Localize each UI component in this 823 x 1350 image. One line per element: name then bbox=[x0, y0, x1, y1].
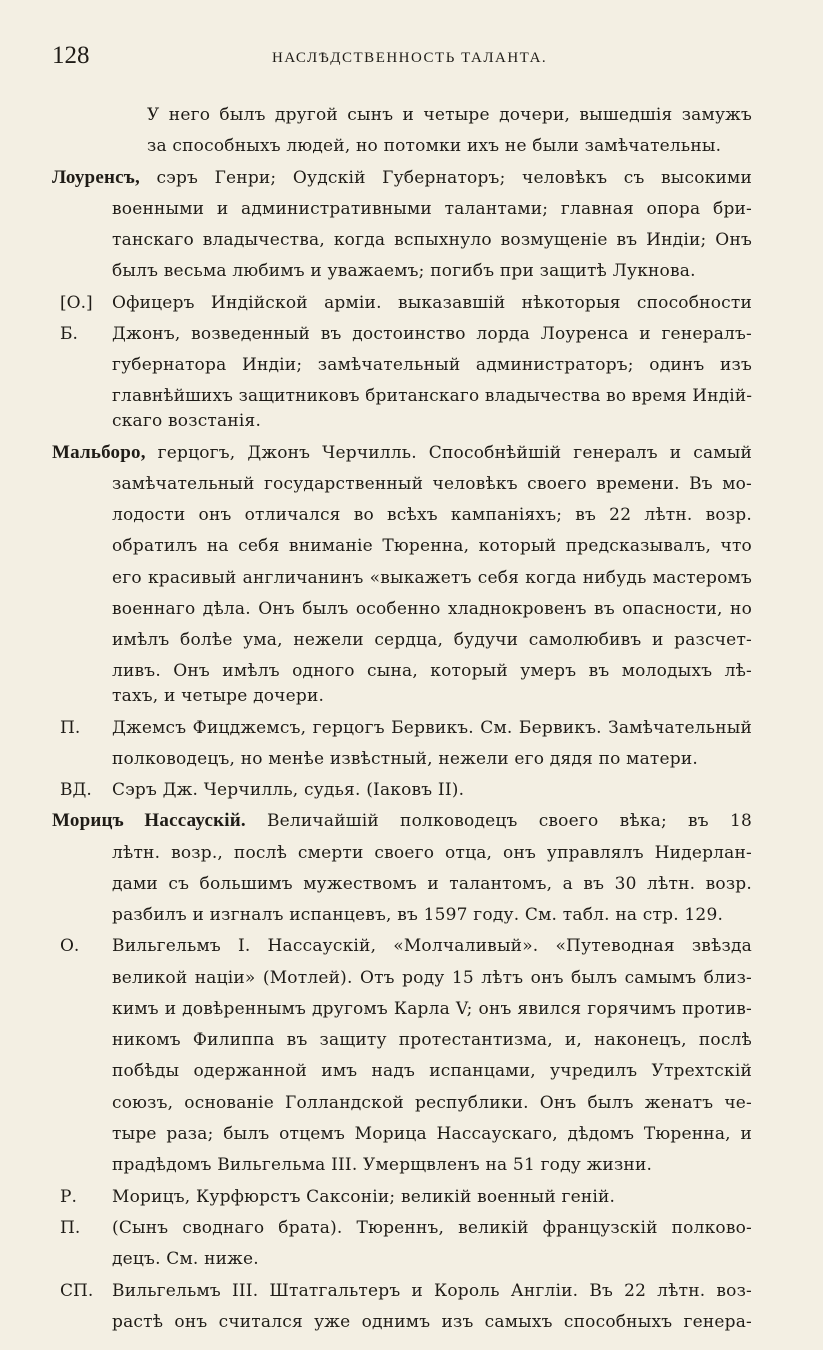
line-text: полководецъ, но менѣе извѣстный, нежели его дядя по матери. bbox=[112, 749, 698, 769]
generation-marker: [О.] bbox=[60, 293, 93, 313]
generation-marker: П. bbox=[60, 1218, 81, 1238]
text-line bbox=[112, 1247, 752, 1271]
line-text: лодости онъ отличался во всѣхъ кампаніяхъ; въ 22 лѣтн. возр. bbox=[112, 505, 752, 525]
line-text: военнаго дѣла. Онъ былъ особенно хладнокровенъ въ опасности, но bbox=[112, 599, 752, 619]
line-text: кимъ и довѣреннымъ другомъ Карла V; онъ явился горячимъ против- bbox=[112, 999, 752, 1019]
text-line bbox=[147, 134, 752, 158]
line-text: Величайшій полководецъ своего вѣка; въ 18 bbox=[245, 811, 752, 831]
line-text: (Сынъ своднаго брата). Тюреннъ, великій французскій полково- bbox=[112, 1218, 752, 1238]
generation-marker: О. bbox=[60, 936, 80, 956]
text-line bbox=[112, 1279, 752, 1303]
line-text: Офицеръ Индійской арміи. выказавшій нѣкоторыя способности bbox=[112, 293, 752, 313]
line-text: танскаго владычества, когда вспыхнуло возмущеніе въ Индіи; Онъ bbox=[112, 230, 752, 250]
text-line bbox=[147, 103, 752, 127]
text-line bbox=[112, 934, 752, 958]
text-line bbox=[112, 1028, 752, 1052]
entry-heading-line bbox=[52, 166, 752, 190]
line-text: главнѣйшихъ защитниковъ британскаго владычества во время Индій- bbox=[112, 386, 753, 406]
text-line bbox=[112, 716, 752, 740]
generation-marker: СП. bbox=[60, 1281, 94, 1301]
text-line bbox=[112, 1310, 752, 1334]
line-text: прадѣдомъ Вильгельма III. Умерщвленъ на 51 году жизни. bbox=[112, 1155, 653, 1175]
text-line bbox=[112, 503, 752, 527]
text-line bbox=[112, 1059, 752, 1083]
generation-marker: П. bbox=[60, 718, 81, 738]
line-text: герцогъ, Джонъ Черчилль. Способнѣйшій генералъ и самый bbox=[145, 443, 752, 463]
line-text: Морицъ, Курфюрстъ Саксоніи; великій военный геній. bbox=[112, 1187, 616, 1207]
text-line bbox=[112, 1185, 752, 1209]
generation-marker: ВД. bbox=[60, 780, 92, 800]
line-text: разбилъ и изгналъ испанцевъ, въ 1597 году. См. табл. на стр. 129. bbox=[112, 905, 724, 925]
line-text: ливъ. Онъ имѣлъ одного сына, который умеръ въ молодыхъ лѣ- bbox=[112, 661, 752, 681]
line-text: тахъ, и четыре дочери. bbox=[112, 686, 325, 706]
text-line bbox=[112, 534, 752, 558]
text-line bbox=[112, 566, 752, 590]
entry-heading-line bbox=[52, 809, 752, 833]
text-line bbox=[112, 903, 752, 927]
line-text: Джемсъ Фицджемсъ, герцогъ Бервикъ. См. Бервикъ. Замѣчательный bbox=[112, 718, 752, 738]
text-line bbox=[112, 353, 752, 377]
text-line bbox=[112, 1153, 752, 1177]
line-text: тыре раза; былъ отцемъ Морица Нассаускаго, дѣдомъ Тюренна, и bbox=[112, 1124, 752, 1144]
page-header bbox=[0, 42, 823, 76]
line-text: замѣчательный государственный человѣкъ своего времени. Въ мо- bbox=[112, 474, 752, 494]
text-line bbox=[112, 997, 752, 1021]
text-line bbox=[112, 409, 752, 433]
entry-name: Лоуренсъ, bbox=[52, 167, 140, 188]
line-text: никомъ Филиппа въ защиту протестантизма, и, наконецъ, послѣ bbox=[112, 1030, 752, 1050]
text-line bbox=[112, 228, 752, 252]
text-line bbox=[112, 291, 752, 315]
line-text: скаго возстанія. bbox=[112, 411, 262, 431]
entry-name: Мальборо, bbox=[52, 442, 146, 463]
page-number: 128 bbox=[52, 42, 90, 69]
line-text: союзъ, основаніе Голландской республики. Онъ былъ женатъ че- bbox=[112, 1093, 752, 1113]
line-text: за способныхъ людей, но потомки ихъ не были замѣчательны. bbox=[147, 136, 722, 156]
text-line bbox=[112, 1216, 752, 1240]
text-line bbox=[112, 384, 752, 408]
text-line bbox=[112, 966, 752, 990]
line-text: имѣлъ болѣе ума, нежели сердца, будучи самолюбивъ и разсчет- bbox=[112, 630, 752, 650]
text-line bbox=[112, 747, 752, 771]
text-line bbox=[112, 684, 752, 708]
line-text: Джонъ, возведенный въ достоинство лорда Лоуренса и генералъ- bbox=[112, 324, 752, 344]
line-text: децъ. См. ниже. bbox=[112, 1249, 259, 1269]
line-text: былъ весьма любимъ и уважаемъ; погибъ при защитѣ Лукнова. bbox=[112, 261, 696, 281]
line-text: его красивый англичанинъ «выкажетъ себя когда нибудь мастеромъ bbox=[112, 568, 752, 588]
text-line bbox=[112, 872, 752, 896]
line-text: побѣды одержанной имъ надъ испанцами, учредилъ Утрехтскій bbox=[112, 1061, 752, 1081]
line-text: обратилъ на себя вниманіе Тюренна, который предсказывалъ, что bbox=[112, 536, 752, 556]
line-text: сэръ Генри; Оудскій Губернаторъ; человѣкъ съ высокими bbox=[139, 168, 752, 188]
text-line bbox=[112, 197, 752, 221]
text-line bbox=[112, 472, 752, 496]
line-text: У него былъ другой сынъ и четыре дочери, вышедшія замужъ bbox=[147, 105, 752, 125]
line-text: лѣтн. возр., послѣ смерти своего отца, онъ управлялъ Нидерлан- bbox=[112, 843, 752, 863]
text-line bbox=[112, 659, 752, 683]
line-text: растѣ онъ считался уже однимъ изъ самыхъ способныхъ генера- bbox=[112, 1312, 752, 1332]
entry-name: Морицъ Нассаускій. bbox=[52, 810, 246, 831]
running-title: НАСЛѢДСТВЕННОСТЬ ТАЛАНТА. bbox=[272, 50, 548, 66]
line-text: Вильгельмъ I. Нассаускій, «Молчаливый». «Путеводная звѣзда bbox=[112, 936, 752, 956]
text-line bbox=[112, 778, 752, 802]
line-text: военными и административными талантами; главная опора бри- bbox=[112, 199, 752, 219]
entry-heading-line bbox=[52, 441, 752, 465]
text-line bbox=[112, 1122, 752, 1146]
generation-marker: Б. bbox=[60, 324, 78, 344]
text-line bbox=[112, 597, 752, 621]
line-text: Сэръ Дж. Черчилль, судья. (Іаковъ II). bbox=[112, 780, 465, 800]
text-line bbox=[112, 1091, 752, 1115]
line-text: губернатора Индіи; замѣчательный администраторъ; одинъ изъ bbox=[112, 355, 752, 375]
text-line bbox=[112, 841, 752, 865]
text-line bbox=[112, 628, 752, 652]
line-text: дами съ большимъ мужествомъ и талантомъ, а въ 30 лѣтн. возр. bbox=[112, 874, 752, 894]
line-text: Вильгельмъ III. Штатгальтеръ и Король Англіи. Въ 22 лѣтн. воз- bbox=[112, 1281, 752, 1301]
line-text: великой націи» (Мотлей). Отъ роду 15 лѣтъ онъ былъ самымъ близ- bbox=[112, 968, 752, 988]
text-line bbox=[112, 259, 752, 283]
text-line bbox=[112, 322, 752, 346]
generation-marker: Р. bbox=[60, 1187, 77, 1207]
